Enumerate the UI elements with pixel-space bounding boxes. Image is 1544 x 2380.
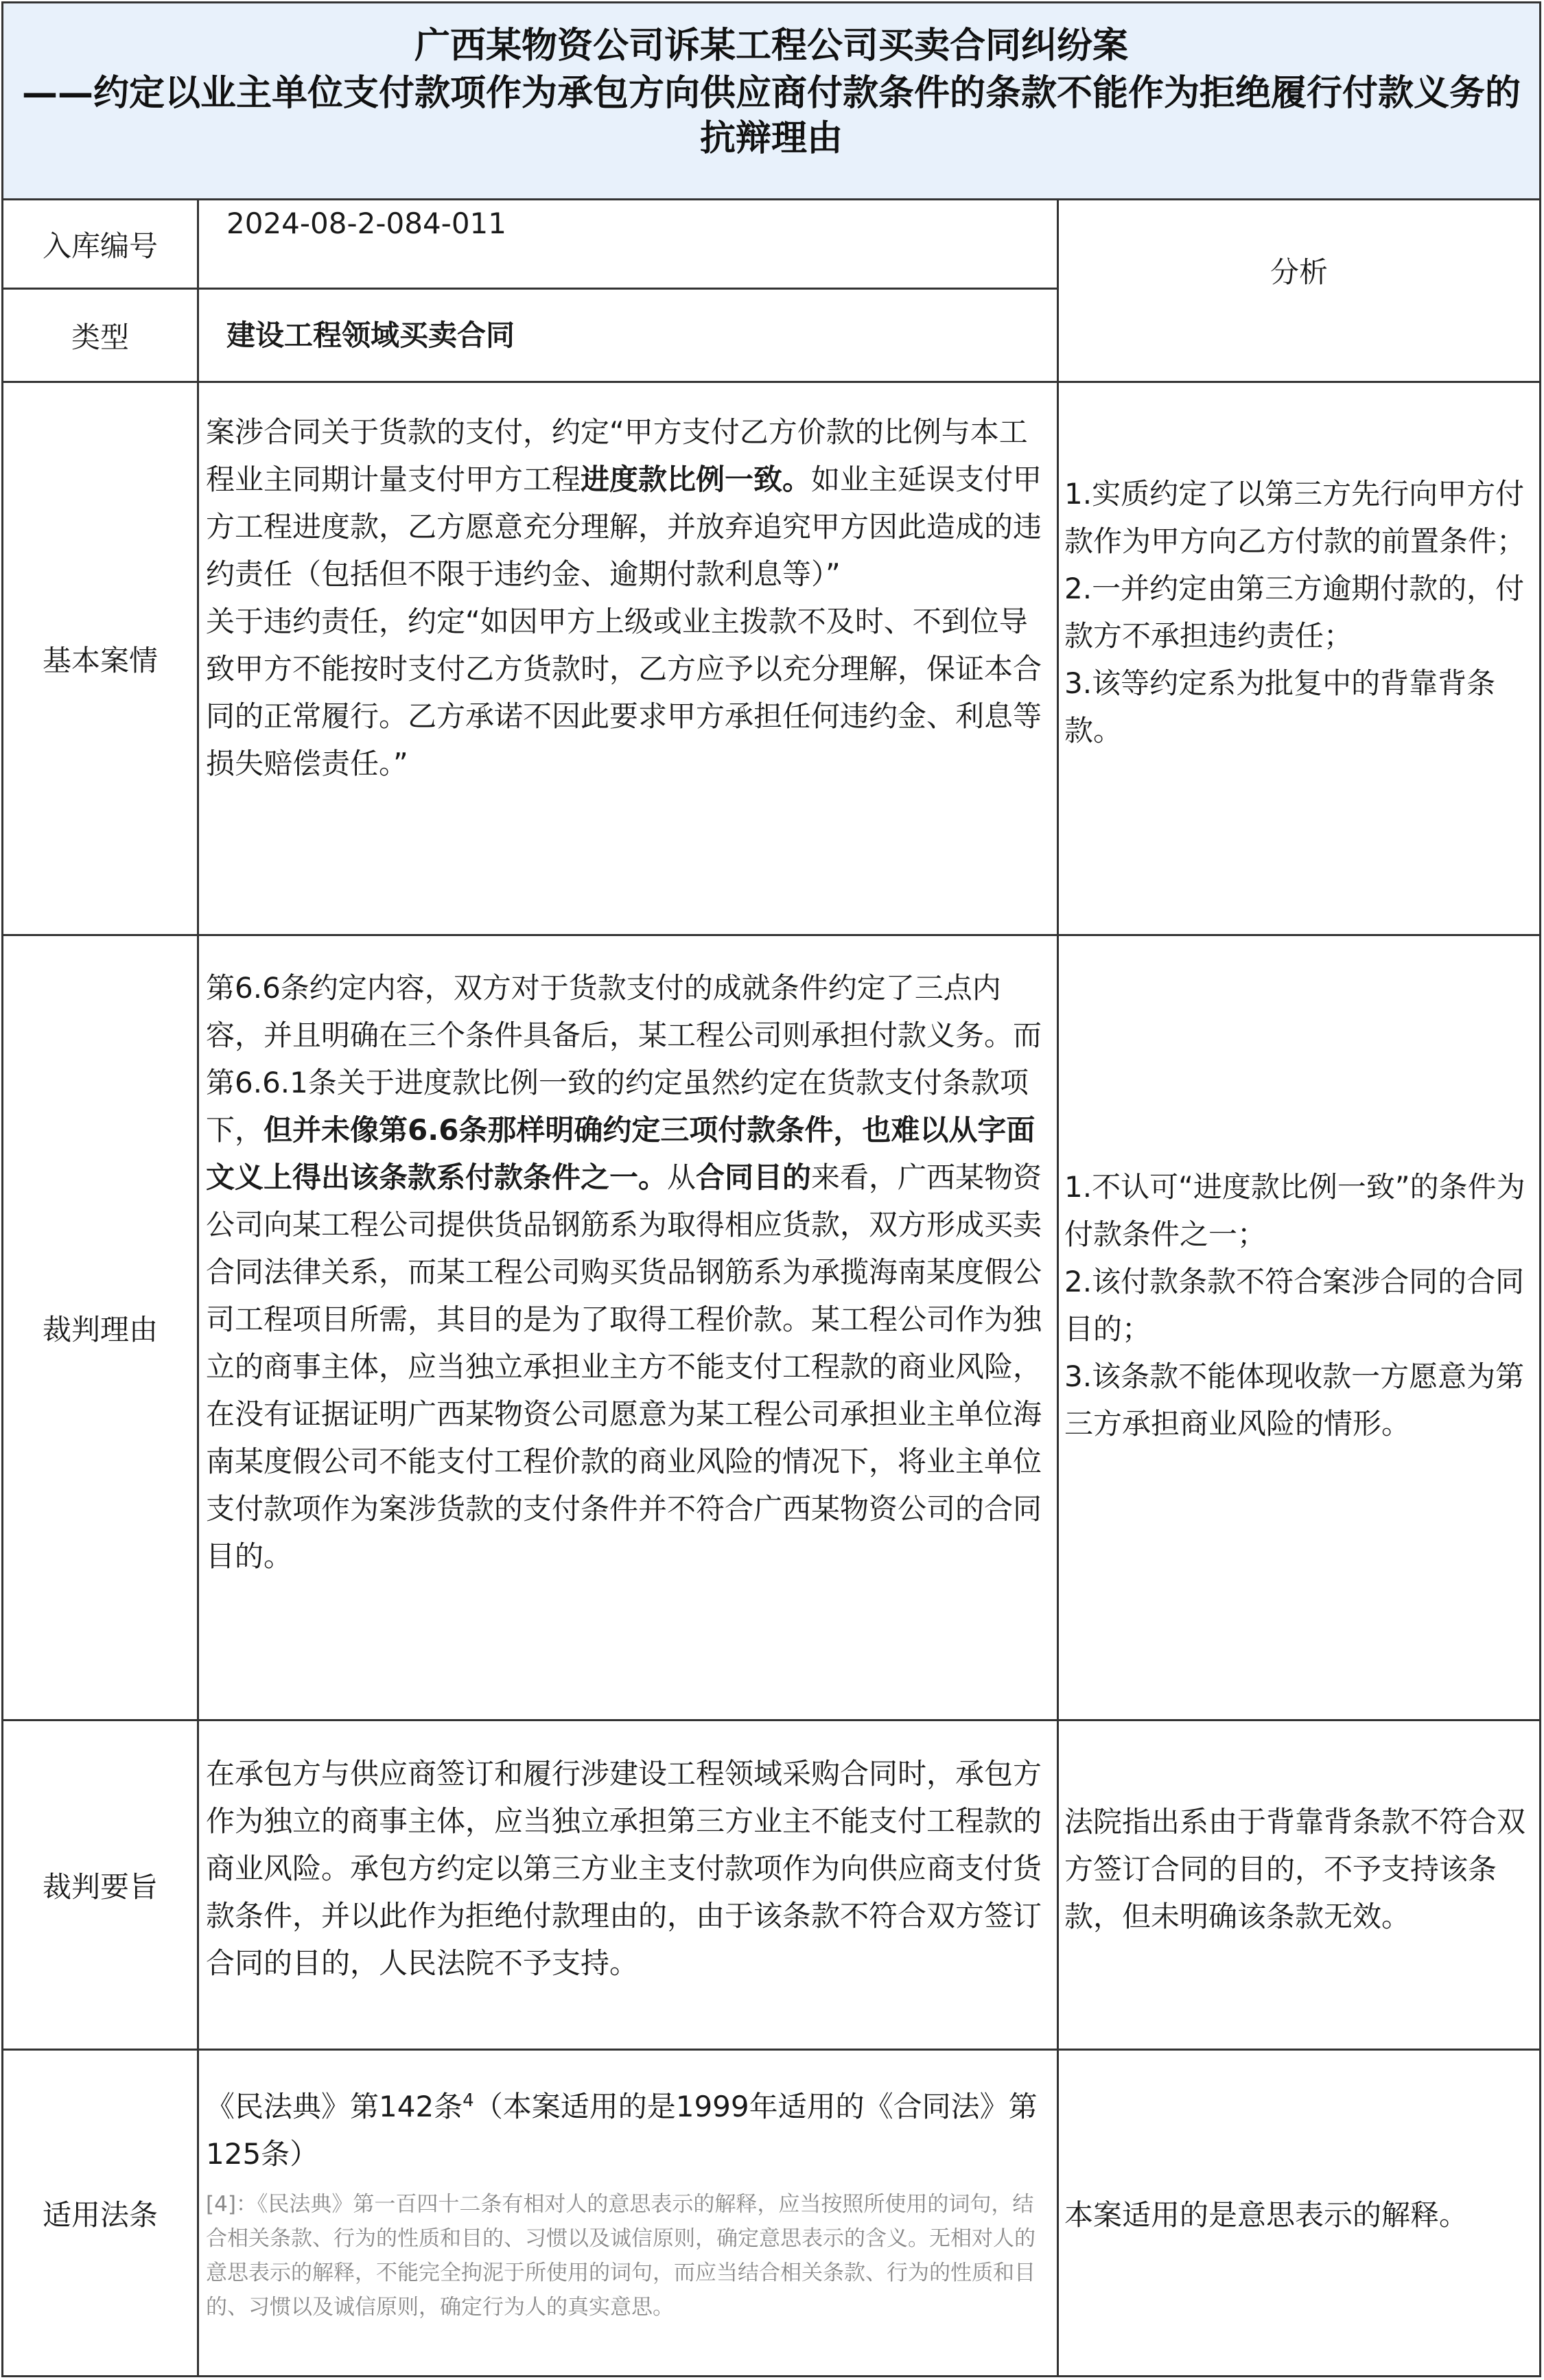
law-text-a: 《民法典》第142条: [206, 2090, 463, 2123]
row-divider: [3, 934, 1539, 936]
reasoning-analysis: 1.不认可“进度款比例一致”的条件为付款条件之一； 2.该付款条款不符合案涉合同的合同目的； 3.该条款不能体现收款一方愿意为第三方承担商业风险的情形。: [1064, 1170, 1525, 1440]
law-label: 适用法条: [42, 2197, 158, 2232]
basic-facts-label: 基本案情: [42, 643, 158, 677]
case-document: [1, 1, 1541, 2377]
law-analysis: 本案适用的是意思表示的解释。: [1064, 2197, 1469, 2232]
basic-facts-analysis: 1.实质约定了以第三方先行向甲方付款作为甲方向乙方付款的前置条件； 2.一并约定由第三方逾期付款的，付款方不承担违约责任； 3.该等约定系为批复中的背靠背条款。: [1064, 477, 1526, 747]
reasoning-part-a: 第6.6条约定内容，双方对于货款支付的成就条件约定了三点内容，并且明确在三个条件具备后，某工程公司则承担付款义务。而第6.6.1条关于进度款比例一致的约定虽然约定在货款支付条款项下，: [206, 971, 1042, 1147]
reasoning-part-c: 来看，广西某物资公司向某工程公司提供货品钢筋系为取得相应货款，双方形成买卖合同法律关系，而某工程公司购买货品钢筋系为承揽海南某度假公司工程项目所需，其目的是为了取得工程价款。某工程公司作为独立的商事主体，应当独立承担业主方不能支付工程款的商业风险，在没有证据证明广西某物资公司愿意为某工程公司承担业主单位海南某度假公司不能支付工程价款的商业风险的情况下，将业主单位支付款项作为案涉货款的支付条件并不符合广西某物资公司的合同目的。: [206, 1160, 1042, 1573]
gist-label: 裁判要旨: [42, 1869, 158, 1904]
basic-facts-p1a: 案涉合同关于货款的支付，约定“甲方支付乙方价款的比例与本工程业主同期计量支付甲方工程: [206, 415, 1028, 496]
footnote-ref[interactable]: 4: [463, 2090, 474, 2111]
basic-facts-p1b: 如业主延误支付甲方工程进度款，乙方愿意充分理解，并放弃追究甲方因此造成的违约责任（包括但不限于违约金、逾期付款利息等）”: [206, 463, 1042, 591]
law-footnote: [4]：《民法典》第一百四十二条有相对人的意思表示的解释，应当按照所使用的词句，结合相关条款、行为的性质和目的、习惯以及诚信原则，确定意思表示的含义。无相对人的意思表示的解释，不能完全拘泥于所使用的词句，而应当结合相关条款、行为的性质和目的、习惯以及诚信原则，确定行为人的真实意思。: [206, 2192, 1036, 2320]
basic-facts-bold: 进度款比例一致。: [581, 463, 812, 496]
reasoning-bold-2: 合同目的: [696, 1160, 812, 1194]
case-subtitle: ——约定以业主单位支付款项作为承包方向供应商付款条件的条款不能作为拒绝履行付款义务的抗辩理由: [21, 73, 1521, 159]
law-text-b: （本案适用的是1999年适用的《合同法》第125条）: [206, 2090, 1038, 2171]
row-divider: [3, 1719, 1539, 1721]
case-title: 广西某物资公司诉某工程公司买卖合同纠纷案: [414, 25, 1128, 67]
row-divider: [3, 381, 1539, 383]
reasoning-part-b: 从: [667, 1160, 697, 1194]
entry-no-label: 入库编号: [42, 229, 158, 263]
gist-text: 在承包方与供应商签订和履行涉建设工程领域采购合同时，承包方作为独立的商事主体，应当独立承担第三方业主不能支付工程款的商业风险。承包方约定以第三方业主支付款项作为向供应商支付货款条件，并以此作为拒绝付款理由的，由于该条款不符合双方签订合同的目的，人民法院不予支持。: [206, 1757, 1042, 1980]
basic-facts-text: [199, 408, 1057, 787]
law-content: [199, 2077, 1057, 2324]
reasoning-label: 裁判理由: [42, 1312, 158, 1346]
reasoning-bold-1: 但并未像第6.6条那样明确约定三项付款条件，也难以从字面文义上得出该条款系付款条件之一。: [206, 1113, 1036, 1194]
type-label: 类型: [71, 320, 129, 354]
gist-analysis: 法院指出系由于背靠背条款不符合双方签订合同的目的，不予支持该条款，但未明确该条款无效。: [1064, 1805, 1526, 1933]
reasoning-text: [199, 964, 1057, 1580]
title-block: [3, 3, 1539, 200]
analysis-header: 分析: [1270, 255, 1328, 289]
type-value: 建设工程领域买卖合同: [226, 318, 515, 352]
basic-facts-p2: 关于违约责任，约定“如因甲方上级或业主拨款不及时、不到位导致甲方不能按时支付乙方货款时，乙方应予以充分理解，保证本合同的正常履行。乙方承诺不因此要求甲方承担任何违约金、利息等损失赔偿责任。”: [206, 605, 1042, 780]
law-text: [206, 2077, 1050, 2178]
entry-no-value: 2024-08-2-084-011: [226, 207, 507, 240]
